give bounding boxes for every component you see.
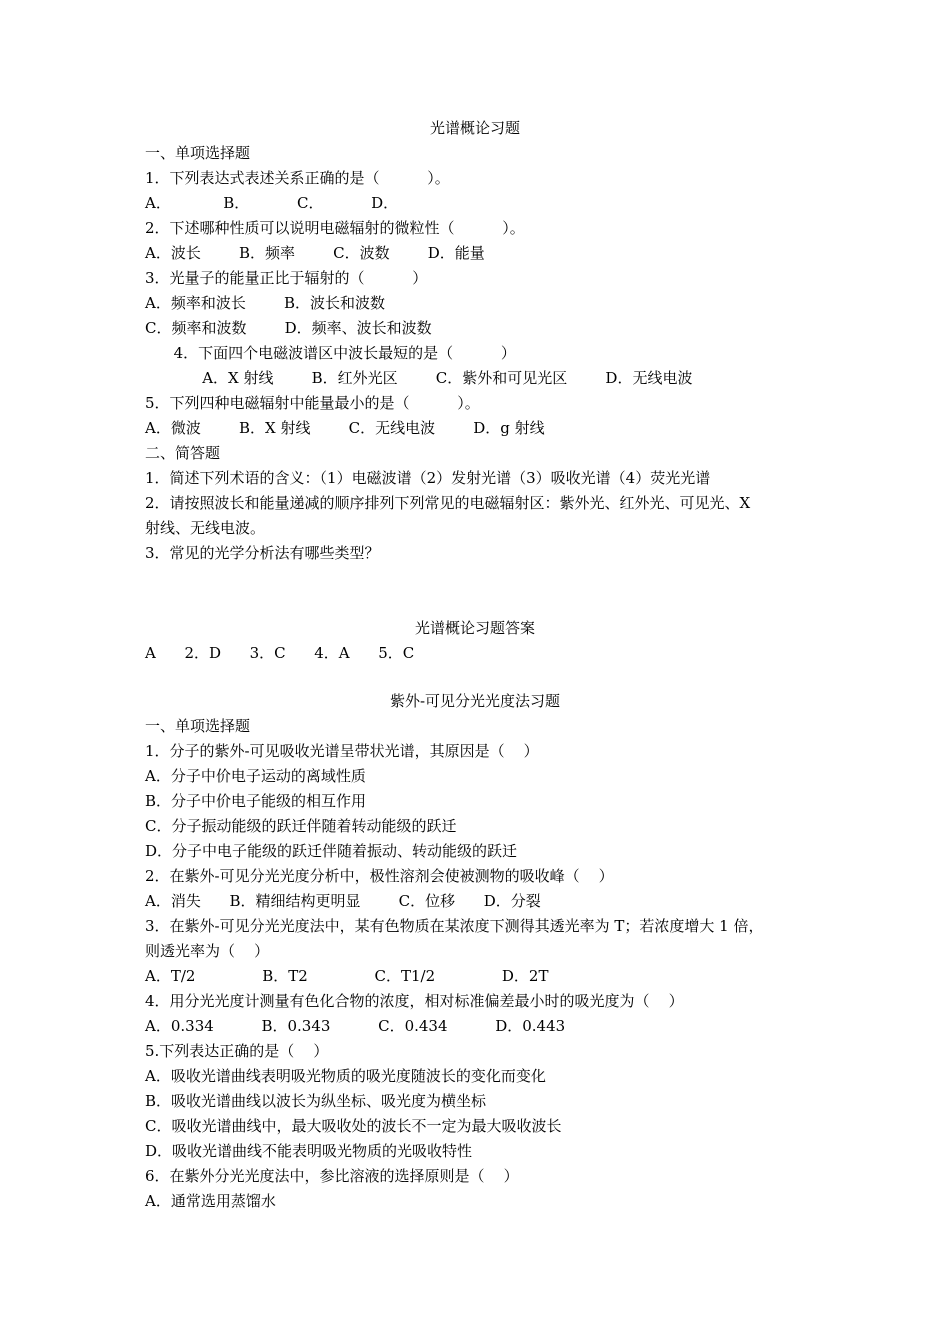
uv-question-4: 4．用分光光度计测量有色化合物的浓度，相对标准偏差最小时的吸光度为（ ）	[145, 992, 684, 1010]
question-3-options-cd: C．频率和波数 D．频率、波长和波数	[145, 319, 432, 337]
section2-answers: A 2．D 3．C 4．A 5．C	[145, 644, 415, 662]
question-2: 2．下述哪种性质可以说明电磁辐射的微粒性（ ）。	[145, 219, 525, 237]
uv-question-2-options: A．消失 B．精细结构更明显 C．位移 D．分裂	[145, 892, 541, 910]
question-1: 1．下列表达式表述关系正确的是（ ）。	[145, 169, 450, 187]
question-5: 5．下列四种电磁辐射中能量最小的是（ ）。	[145, 394, 480, 412]
short-answer-2: 2．请按照波长和能量递减的顺序排列下列常见的电磁辐射区：紫外光、红外光、可见光、X	[145, 494, 751, 512]
uv-question-6-option-a: A．通常选用蒸馏水	[145, 1192, 276, 1210]
section3-heading-single-choice: 一、单项选择题	[145, 717, 251, 735]
uv-question-5-option-b: B．吸收光谱曲线以波长为纵坐标、吸光度为横坐标	[145, 1092, 487, 1110]
uv-question-5-option-c: C．吸收光谱曲线中，最大吸收处的波长不一定为最大吸收波长	[145, 1117, 562, 1135]
uv-question-5: 5.下列表达正确的是（ ）	[145, 1042, 329, 1060]
question-4: 4．下面四个电磁波谱区中波长最短的是（ ）	[145, 344, 516, 362]
question-2-options: A．波长 B．频率 C．波数 D．能量	[145, 244, 485, 262]
question-4-options: A．X 射线 B．红外光区 C．紫外和可见光区 D．无线电波	[145, 369, 693, 387]
uv-question-1-option-d: D．分子中电子能级的跃迁伴随着振动、转动能级的跃迁	[145, 842, 518, 860]
uv-question-3: 3．在紫外-可见分光光度法中，某有色物质在某浓度下测得其透光率为 T；若浓度增大 1 倍，	[145, 917, 764, 935]
uv-question-5-option-d: D．吸收光谱曲线不能表明吸光物质的光吸收特性	[145, 1142, 473, 1160]
question-1-options: A． B． C． D．	[145, 194, 399, 212]
short-answer-3: 3．常见的光学分析法有哪些类型？	[145, 544, 380, 562]
uv-question-2: 2．在紫外-可见分光光度分析中，极性溶剂会使被测物的吸收峰（ ）	[145, 867, 614, 885]
uv-question-1-option-c: C．分子振动能级的跃迁伴随着转动能级的跃迁	[145, 817, 457, 835]
question-3-options-ab: A．频率和波长 B．波长和波数	[145, 294, 386, 312]
short-answer-1: 1．简述下列术语的含义：（1）电磁波谱（2）发射光谱（3）吸收光谱（4）荧光光谱	[145, 469, 711, 487]
uv-question-6: 6．在紫外分光光度法中，参比溶液的选择原则是（ ）	[145, 1167, 519, 1185]
uv-question-3-options: A．T/2 B．T2 C．T1/2 D．2T	[145, 967, 549, 985]
uv-question-5-option-a: A．吸收光谱曲线表明吸光物质的吸光度随波长的变化而变化	[145, 1067, 546, 1085]
section2-title: 光谱概论习题答案	[414, 619, 535, 637]
short-answer-2-continued: 射线、无线电波。	[145, 519, 266, 537]
uv-question-1-option-a: A．分子中价电子运动的离域性质	[145, 767, 366, 785]
question-3: 3．光量子的能量正比于辐射的（ ）	[145, 269, 428, 287]
section1-title: 光谱概论习题	[429, 119, 520, 137]
uv-question-1: 1．分子的紫外-可见吸收光谱呈带状光谱，其原因是（ ）	[145, 742, 539, 760]
question-5-options: A．微波 B．X 射线 C．无线电波 D．g 射线	[145, 419, 545, 437]
uv-question-4-options: A．0.334 B．0.343 C．0.434 D．0.443	[145, 1017, 566, 1035]
section1-heading-single-choice: 一、单项选择题	[145, 144, 251, 162]
uv-question-3-continued: 则透光率为（ ）	[145, 942, 270, 960]
uv-question-1-option-b: B．分子中价电子能级的相互作用	[145, 792, 367, 810]
section1-heading-short-answer: 二、简答题	[145, 444, 221, 462]
section3-title: 紫外-可见分光光度法习题	[389, 692, 561, 710]
